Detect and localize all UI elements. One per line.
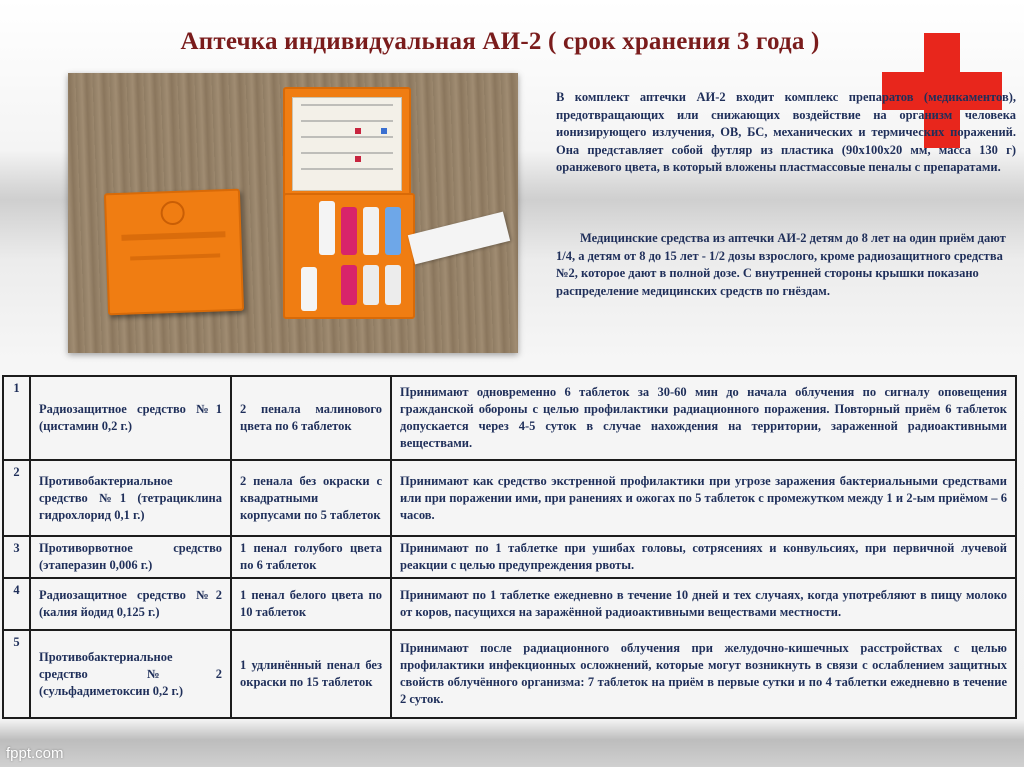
kit-case-tray xyxy=(283,193,415,319)
medication-pack: 1 удлинённый пенал без окраски по 15 таблеток xyxy=(231,630,391,718)
medications-table xyxy=(2,375,1017,719)
medication-usage: Принимают после радиационного облучения при желудочно-кишечных расстройствах с целью профилактики инфекционных осложнений, которые могут возникнуть в связи с ослаблением защитных свойств облучённого организма: 7 таблеток на приём в первые сутки и по 4 таблетки ежедневно в течение 2 суток. xyxy=(391,630,1016,718)
row-number: 2 xyxy=(3,460,30,536)
row-number: 1 xyxy=(3,376,30,460)
kit-logo-icon xyxy=(160,201,185,226)
table-row xyxy=(3,578,1016,630)
page-title: Аптечка индивидуальная АИ-2 ( срок хранения 3 года ) xyxy=(180,28,820,55)
kit-lid-lettering xyxy=(121,231,225,241)
medication-name: Противобактериальное средство №2 (сульфадиметоксин 0,2 г.) xyxy=(30,630,231,718)
kit-instruction-card xyxy=(292,97,402,191)
crimson-pill-case xyxy=(341,207,357,255)
medication-pack: 2 пенала без окраски с квадратными корпусами по 5 таблеток xyxy=(231,460,391,536)
pill-case xyxy=(301,267,317,311)
square-pill-case xyxy=(363,265,379,305)
medication-name: Противобактериальное средство №1 (тетрациклина гидрохлорид 0,1 г.) xyxy=(30,460,231,536)
white-pill-case xyxy=(363,207,379,255)
footer-brand: fppt.com xyxy=(6,745,64,762)
table-row xyxy=(3,536,1016,578)
table-row xyxy=(3,376,1016,460)
row-number: 4 xyxy=(3,578,30,630)
medication-usage: Принимают одновременно 6 таблеток за 30-60 мин до начала облучения по сигналу оповещения гражданской обороны с целью профилактики радиационного поражения. Повторный приём 6 таблеток допускается через 4-5 суток в случае нахождения на территории, зараженной радиоактивными веществами. xyxy=(391,376,1016,460)
medication-usage: Принимают по 1 таблетке ежедневно в течение 10 дней и тех случаях, когда употребляют в пищу молоко от коров, пасущихся на заражённой радиоактивными веществами местности. xyxy=(391,578,1016,630)
blue-pill-case xyxy=(385,207,401,255)
kit-lid xyxy=(104,189,244,316)
first-aid-kit-photo xyxy=(68,73,518,353)
row-number: 5 xyxy=(3,630,30,718)
medication-pack: 1 пенал голубого цвета по 6 таблеток xyxy=(231,536,391,578)
long-pill-case xyxy=(319,201,335,255)
crimson-pill-case-2 xyxy=(341,265,357,305)
kit-description: В комплект аптечки АИ-2 входит комплекс препаратов (медикаментов), предотвращающих или снижающих воздействие на организм человека ионизирующего излучения, ОВ, БС, механических и термических поражений. Она представляет собой футляр из пластика (90х100х20 мм, масса 130 г) оранжевого цвета, в который вложены пластмассовые пеналы с препаратами. xyxy=(556,90,1016,174)
medication-pack: 1 пенал белого цвета по 10 таблеток xyxy=(231,578,391,630)
medication-usage: Принимают по 1 таблетке при ушибах головы, сотрясениях и конвульсиях, при первичной лучевой реакции с целью предупреждения рвоты. xyxy=(391,536,1016,578)
dosage-note: Медицинские средства из аптечки АИ-2 детям до 8 лет на один приём дают 1/4, а детям от 8 до 15 лет - 1/2 дозы взрослого, кроме радиозащитного средства №2, которое дают в полной дозе. С внутренней стороны крышки показано распределение медицинских средств по гнёздам. xyxy=(556,231,1006,298)
medication-name: Радиозащитное средство №1 (цистамин 0,2 г.) xyxy=(30,376,231,460)
table-row xyxy=(3,630,1016,718)
paper-strip xyxy=(408,212,510,265)
medication-name: Противорвотное средство (этаперазин 0,006 г.) xyxy=(30,536,231,578)
medication-name: Радиозащитное средство №2 (калия йодид 0,125 г.) xyxy=(30,578,231,630)
kit-lid-lettering-2 xyxy=(130,253,220,260)
table-row xyxy=(3,460,1016,536)
square-pill-case-2 xyxy=(385,265,401,305)
medication-pack: 2 пенала малинового цвета по 6 таблеток xyxy=(231,376,391,460)
row-number: 3 xyxy=(3,536,30,578)
kit-case-lid-open xyxy=(283,87,411,199)
medication-usage: Принимают как средство экстренной профилактики при угрозе заражения бактериальными средствами или при поражении ими, при ранениях и ожогах по 5 таблеток с промежутком между 1 и 2-ым приёмом – 6 часов. xyxy=(391,460,1016,536)
